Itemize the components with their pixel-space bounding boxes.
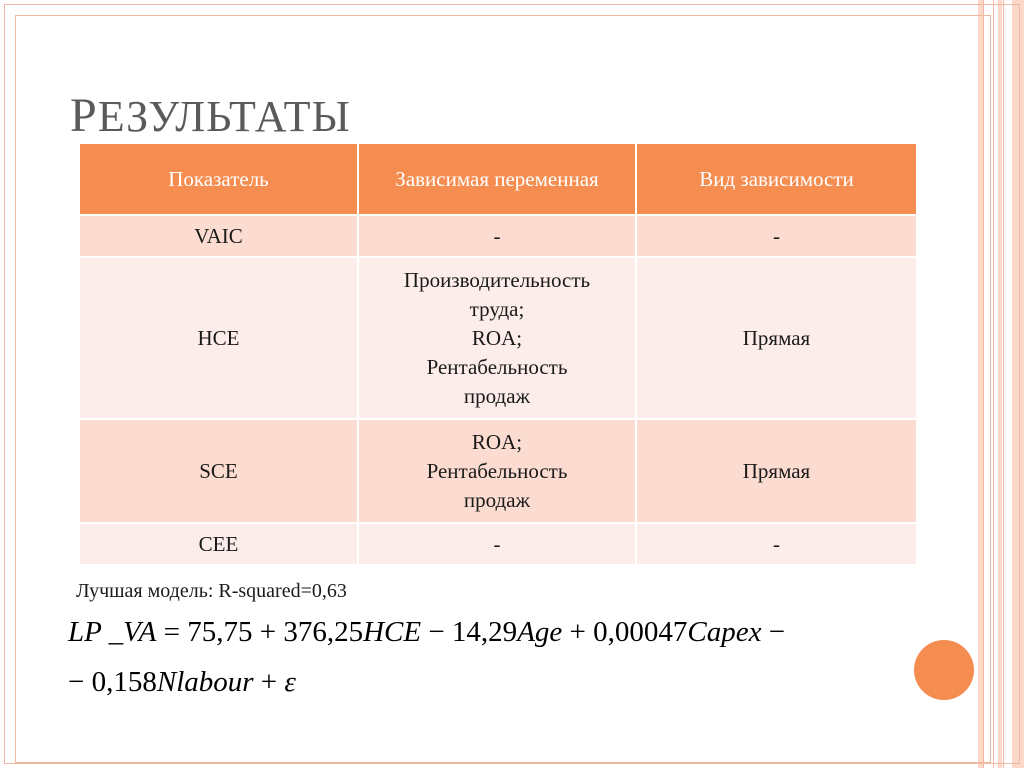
- formula-term: − 14,29: [421, 616, 518, 648]
- formula-term: − 0,158: [68, 666, 157, 698]
- cell-relation: Прямая: [636, 419, 916, 523]
- formula-term: = 75,75 + 376,25: [156, 616, 364, 648]
- table-row: [80, 257, 916, 419]
- cell-indicator: SCE: [80, 419, 358, 523]
- best-model-note: Лучшая модель: R-squared=0,63: [76, 580, 347, 602]
- cell-dependent-line: Рентабельность: [426, 458, 568, 483]
- formula-lhs: LP _VA: [68, 616, 157, 648]
- cell-dependent-line: продаж: [463, 383, 531, 408]
- formula-var: ε: [284, 666, 296, 698]
- table-row: [80, 523, 916, 564]
- header-indicator: Показатель: [80, 144, 358, 215]
- cell-dependent: [358, 419, 636, 523]
- cell-dependent: [358, 257, 636, 419]
- formula-var: HCE: [363, 616, 422, 648]
- decor-circle: [914, 640, 974, 700]
- table-row: [80, 215, 916, 257]
- formula-term: +: [253, 666, 285, 698]
- cell-dependent-line: ROA;: [471, 325, 523, 350]
- cell-dependent-line: продаж: [463, 487, 531, 512]
- formula-line-1: [68, 616, 785, 649]
- table-header-row: [80, 144, 916, 215]
- formula-line-2: [68, 666, 296, 699]
- formula-term: + 0,00047: [562, 616, 688, 648]
- cell-dependent: [358, 523, 636, 564]
- header-dependent: Зависимая переменная: [358, 144, 636, 215]
- cell-indicator: CEE: [80, 523, 358, 564]
- cell-dependent-line: ROA;: [471, 429, 523, 454]
- formula-var: Capex: [687, 616, 762, 648]
- slide-title: РЕЗУЛЬТАТЫ: [70, 89, 351, 142]
- cell-indicator: HCE: [80, 257, 358, 419]
- results-table: [80, 144, 916, 564]
- formula-term: −: [761, 616, 786, 648]
- header-relation: Вид зависимости: [636, 144, 916, 215]
- cell-dependent-line: Рентабельность: [426, 354, 568, 379]
- cell-dependent-line: -: [493, 531, 501, 556]
- formula-var: Age: [517, 616, 563, 648]
- cell-dependent-line: Производительность: [403, 267, 591, 292]
- cell-dependent-line: труда;: [469, 296, 525, 321]
- cell-dependent: [358, 215, 636, 257]
- cell-relation: -: [636, 215, 916, 257]
- cell-relation: Прямая: [636, 257, 916, 419]
- cell-dependent-line: -: [493, 223, 501, 248]
- formula-var: Nlabour: [156, 666, 254, 698]
- table-row: [80, 419, 916, 523]
- cell-relation: -: [636, 523, 916, 564]
- cell-indicator: VAIC: [80, 215, 358, 257]
